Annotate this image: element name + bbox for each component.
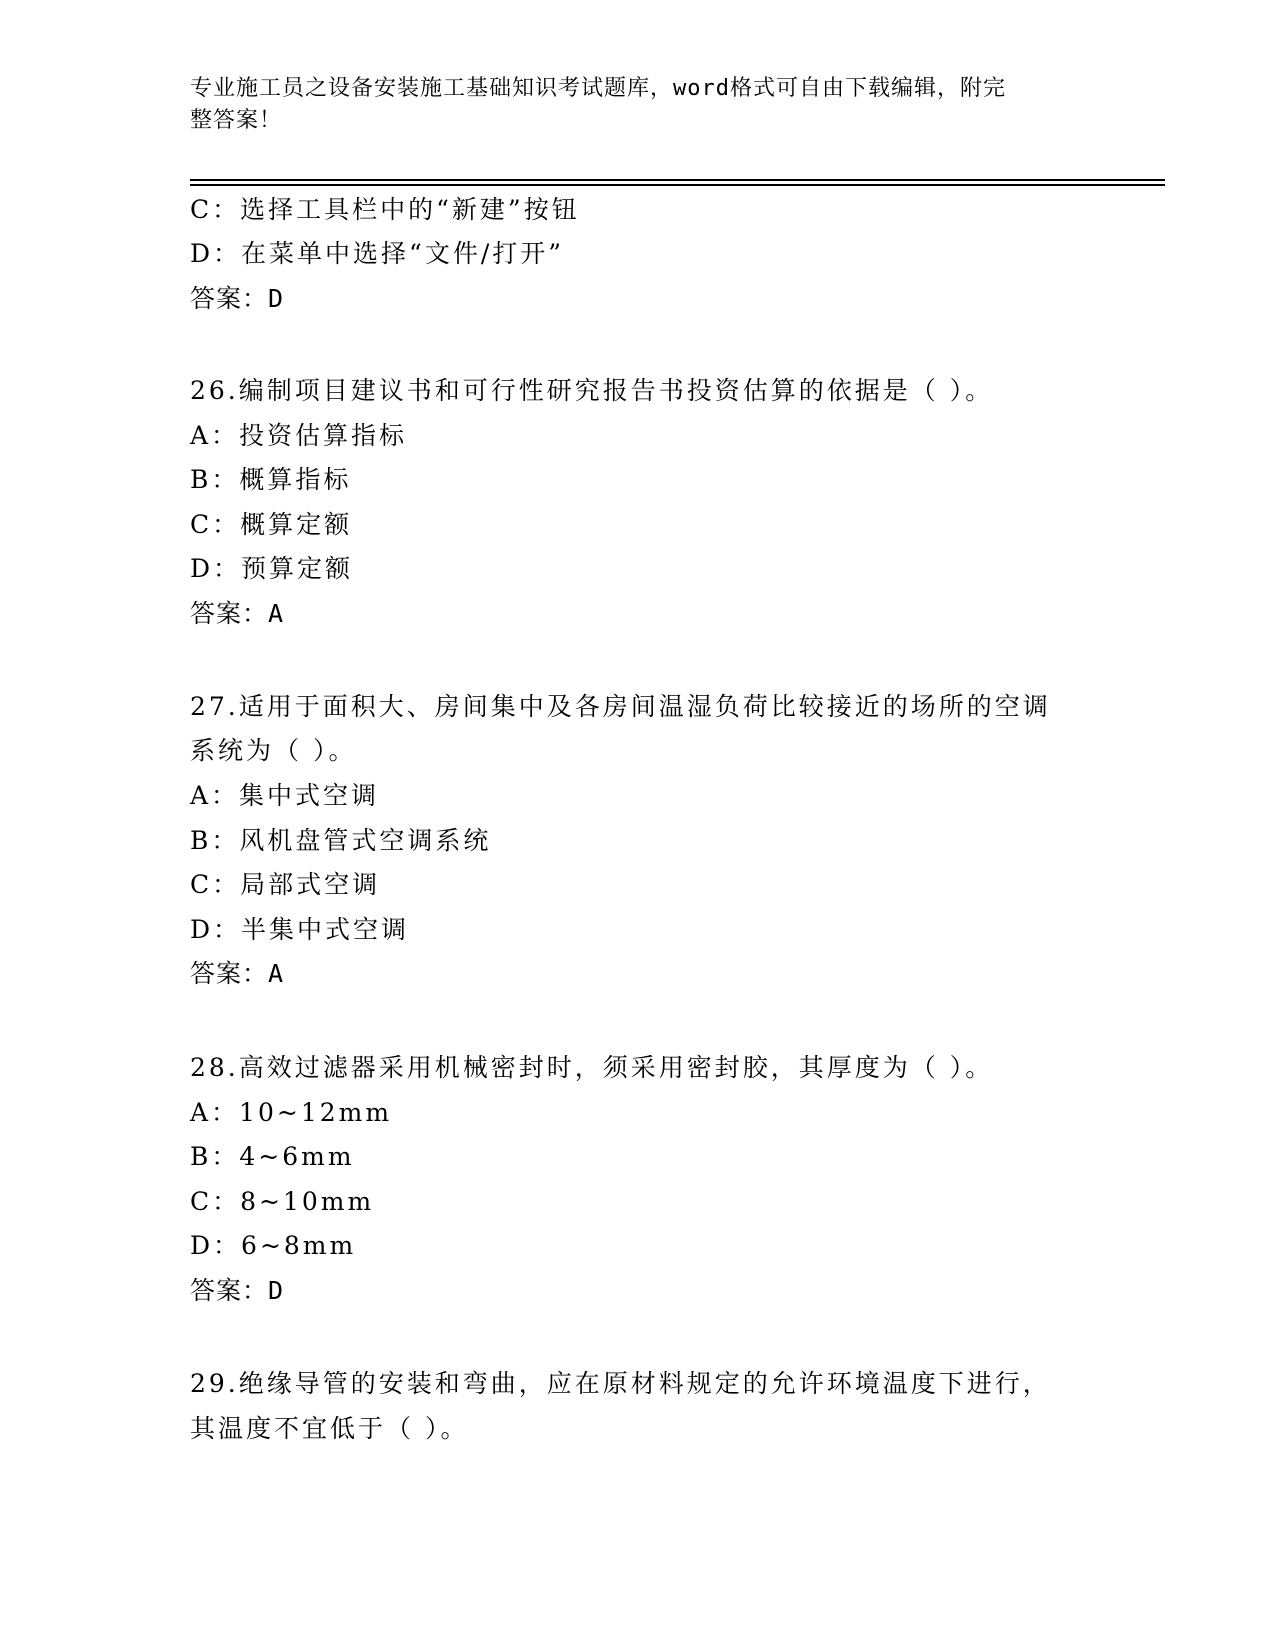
question-29-stem-line-2: 其温度不宜低于（ ）。 <box>190 1414 469 1443</box>
question-26-option-b: B：概算指标 <box>190 465 352 494</box>
question-27-option-c: C：局部式空调 <box>190 870 381 899</box>
header-divider-bottom <box>190 184 1165 186</box>
question-28-option-a: A：10~12mm <box>190 1098 393 1127</box>
answer: 答案：D <box>190 284 285 313</box>
header-divider-top <box>190 179 1165 181</box>
question-27-answer: 答案：A <box>190 959 285 988</box>
header-line-2: 整答案！ <box>190 108 283 133</box>
option-c: C：选择工具栏中的“新建”按钮 <box>190 195 580 224</box>
question-26-answer: 答案：A <box>190 599 285 628</box>
document-header <box>190 73 1090 137</box>
question-26-option-d: D：预算定额 <box>190 554 354 583</box>
question-27-stem-line-2: 系统为（ ）。 <box>190 736 357 765</box>
question-28-stem: 28.高效过滤器采用机械密封时，须采用密封胶，其厚度为（ ）。 <box>190 1053 994 1082</box>
question-27-option-a: A：集中式空调 <box>190 781 380 810</box>
question-28-option-c: C：8~10mm <box>190 1187 375 1216</box>
question-28-option-d: D：6~8mm <box>190 1231 357 1260</box>
question-26-option-a: A：投资估算指标 <box>190 421 408 450</box>
question-28-answer: 答案：D <box>190 1276 285 1305</box>
question-27-option-b: B：风机盘管式空调系统 <box>190 826 492 855</box>
question-27-stem-line-1: 27.适用于面积大、房间集中及各房间温湿负荷比较接近的场所的空调 <box>190 692 1051 721</box>
question-29-stem-line-1: 29.绝缘导管的安装和弯曲，应在原材料规定的允许环境温度下进行， <box>190 1369 1051 1398</box>
header-line-1: 专业施工员之设备安装施工基础知识考试题库，word格式可自由下载编辑，附完 <box>190 76 1006 101</box>
question-26-option-c: C：概算定额 <box>190 510 353 539</box>
question-27-option-d: D：半集中式空调 <box>190 915 410 944</box>
question-28-option-b: B：4~6mm <box>190 1142 355 1171</box>
question-26-stem: 26.编制项目建议书和可行性研究报告书投资估算的依据是（ ）。 <box>190 376 994 405</box>
option-d: D：在菜单中选择“文件/打开” <box>190 239 565 268</box>
